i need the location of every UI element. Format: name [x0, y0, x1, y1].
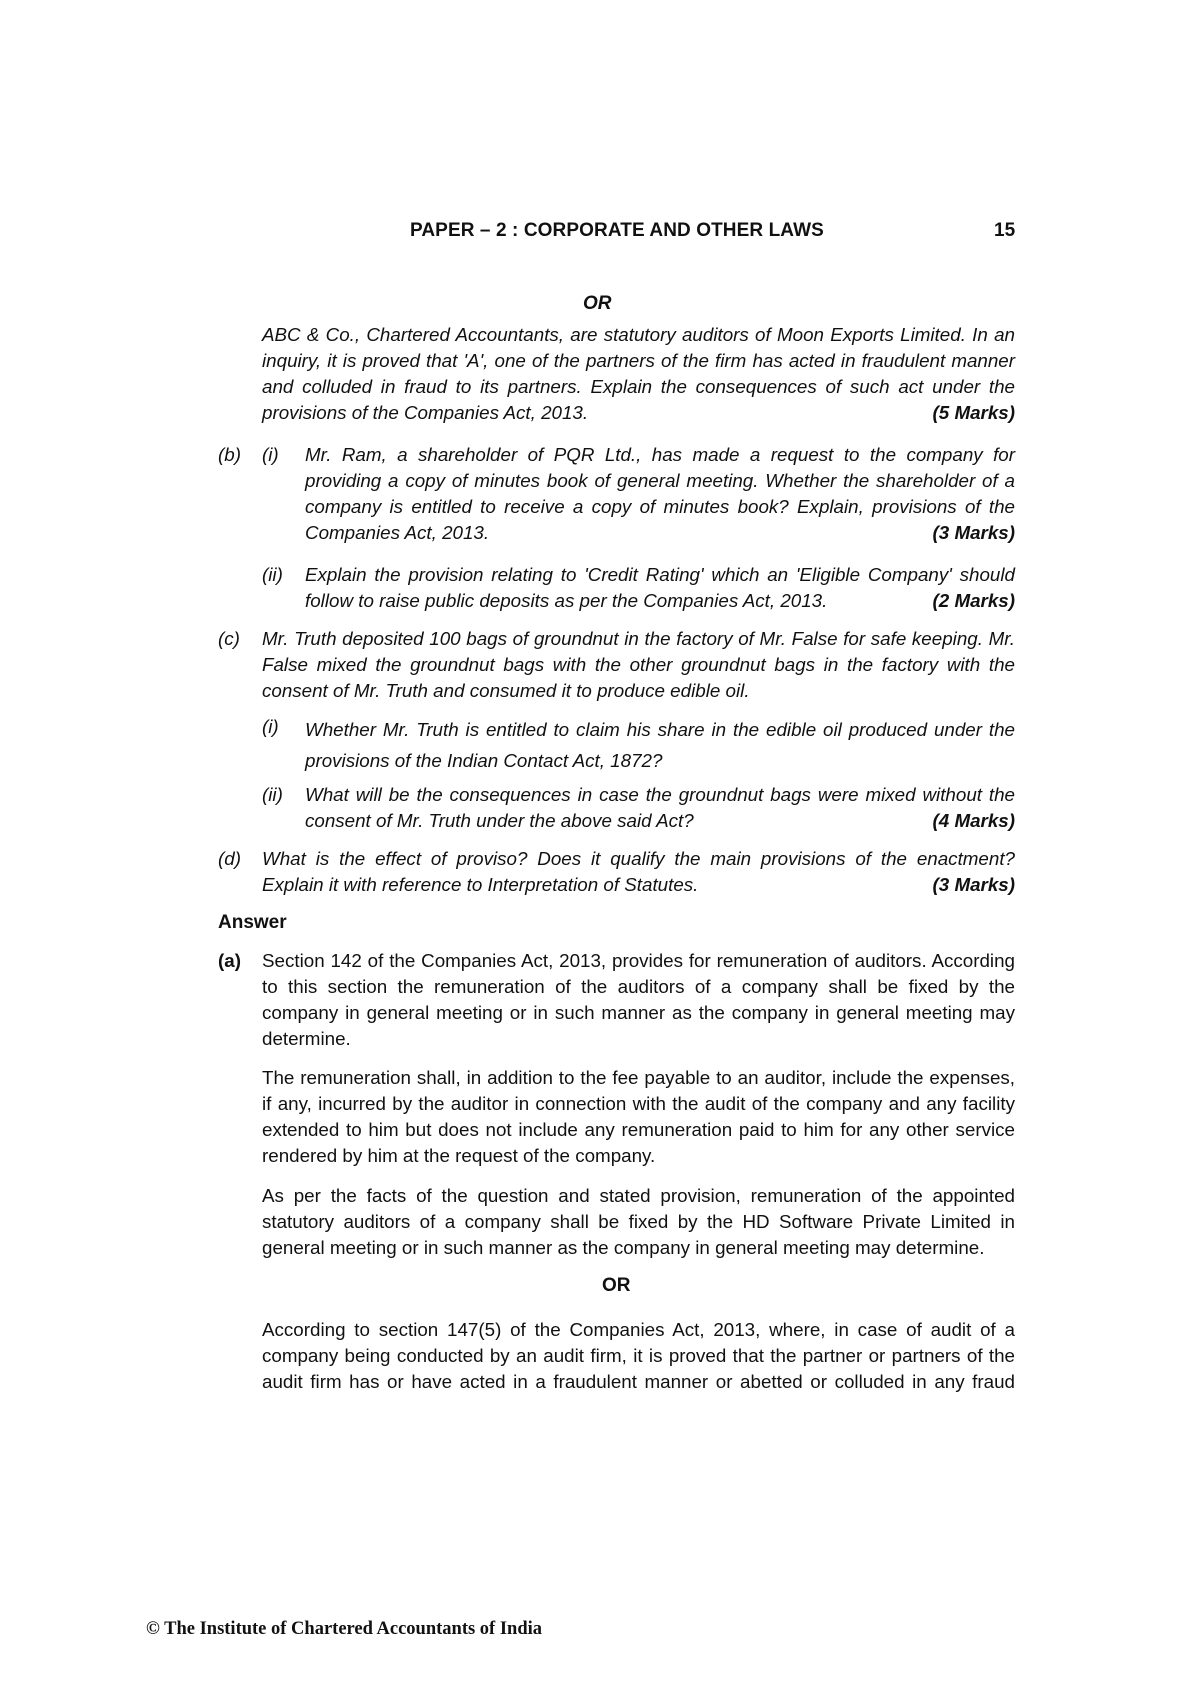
question-text: What is the effect of proviso? Does it qualify the main provisions of the enactment? Explain it with reference to Interpretation of Statutes. — [262, 848, 1015, 895]
question-b-ii-label: (ii) — [262, 564, 283, 585]
question-text: ABC & Co., Chartered Accountants, are statutory auditors of Moon Exports Limited. In an inquiry, it is proved that 'A', one of the partners of the firm has acted in fraudulent manner and colluded in fraud to its partners. Explain the consequences of such act under the provisions of the Companies Act, 2013. — [262, 324, 1015, 423]
answer-paragraph-4: According to section 147(5) of the Companies Act, 2013, where, in case of audit of a company being conducted by an audit firm, it is proved that the partner or partners of the audit firm has or have acted in a fraudulent manner or abetted or colluded in any fraud — [262, 1319, 1015, 1392]
page-number: 15 — [994, 220, 1016, 241]
page-header-title: PAPER – 2 : CORPORATE AND OTHER LAWS — [410, 220, 824, 241]
question-a-alternative — [262, 322, 1015, 426]
question-text: Explain the provision relating to 'Credit Rating' which an 'Eligible Company' should follow to raise public deposits as per the Companies Act, 2013. — [305, 564, 1015, 611]
question-d-label: (d) — [218, 848, 241, 869]
question-c-label: (c) — [218, 628, 240, 649]
answer-a-label: (a) — [218, 950, 241, 971]
footer-copyright: © The Institute of Chartered Accountants of India — [146, 1619, 543, 1639]
answer-paragraph-1: Section 142 of the Companies Act, 2013, provides for remuneration of auditors. According to this section the remuneration of the auditors of a company shall be fixed by the company in general meeting or in such manner as the company in general meeting may determine. — [262, 950, 1015, 1049]
question-text: Mr. Ram, a shareholder of PQR Ltd., has made a request to the company for providing a copy of minutes book of general meeting. Whether the shareholder of a company is entitled to receive a copy of minutes book? Explain, provisions of the Companies Act, 2013. — [305, 444, 1015, 543]
question-text: What will be the consequences in case the groundnut bags were mixed without the consent of Mr. Truth under the above said Act? — [305, 784, 1015, 831]
marks-label: (3 Marks) — [932, 522, 1015, 543]
question-d — [262, 846, 1015, 898]
marks-label: (5 Marks) — [932, 402, 1015, 423]
marks-label: (4 Marks) — [932, 810, 1015, 831]
marks-label: (2 Marks) — [932, 590, 1015, 611]
question-b-i — [305, 442, 1015, 546]
question-c-i-label: (i) — [262, 716, 279, 737]
answer-paragraph-3: As per the facts of the question and stated provision, remuneration of the appointed statutory auditors of a company shall be fixed by the HD Software Private Limited in general meeting or in such manner as the company in general meeting may determine. — [262, 1185, 1015, 1258]
question-b-i-label: (i) — [262, 444, 279, 465]
or-separator-top: OR — [583, 293, 612, 314]
answer-paragraph-2: The remuneration shall, in addition to the fee payable to an auditor, include the expenses, if any, incurred by the auditor in connection with the audit of the company and any facility extended to him but does not include any remuneration paid to him for any other service rendered by him at the request of the company. — [262, 1067, 1015, 1166]
or-separator-answer: OR — [602, 1275, 631, 1296]
question-c-i: Whether Mr. Truth is entitled to claim his share in the edible oil produced under the provisions of the Indian Contact Act, 1872? — [305, 719, 1015, 771]
question-b-ii — [305, 562, 1015, 614]
question-c-ii-label: (ii) — [262, 784, 283, 805]
question-c-ii — [305, 782, 1015, 834]
question-c-text: Mr. Truth deposited 100 bags of groundnut in the factory of Mr. False for safe keeping. Mr. False mixed the groundnut bags with the other groundnut bags in the factory with the consent of Mr. Truth and consumed it to produce edible oil. — [262, 628, 1015, 701]
marks-label: (3 Marks) — [932, 874, 1015, 895]
answer-heading: Answer — [218, 912, 287, 933]
question-b-label: (b) — [218, 444, 241, 465]
